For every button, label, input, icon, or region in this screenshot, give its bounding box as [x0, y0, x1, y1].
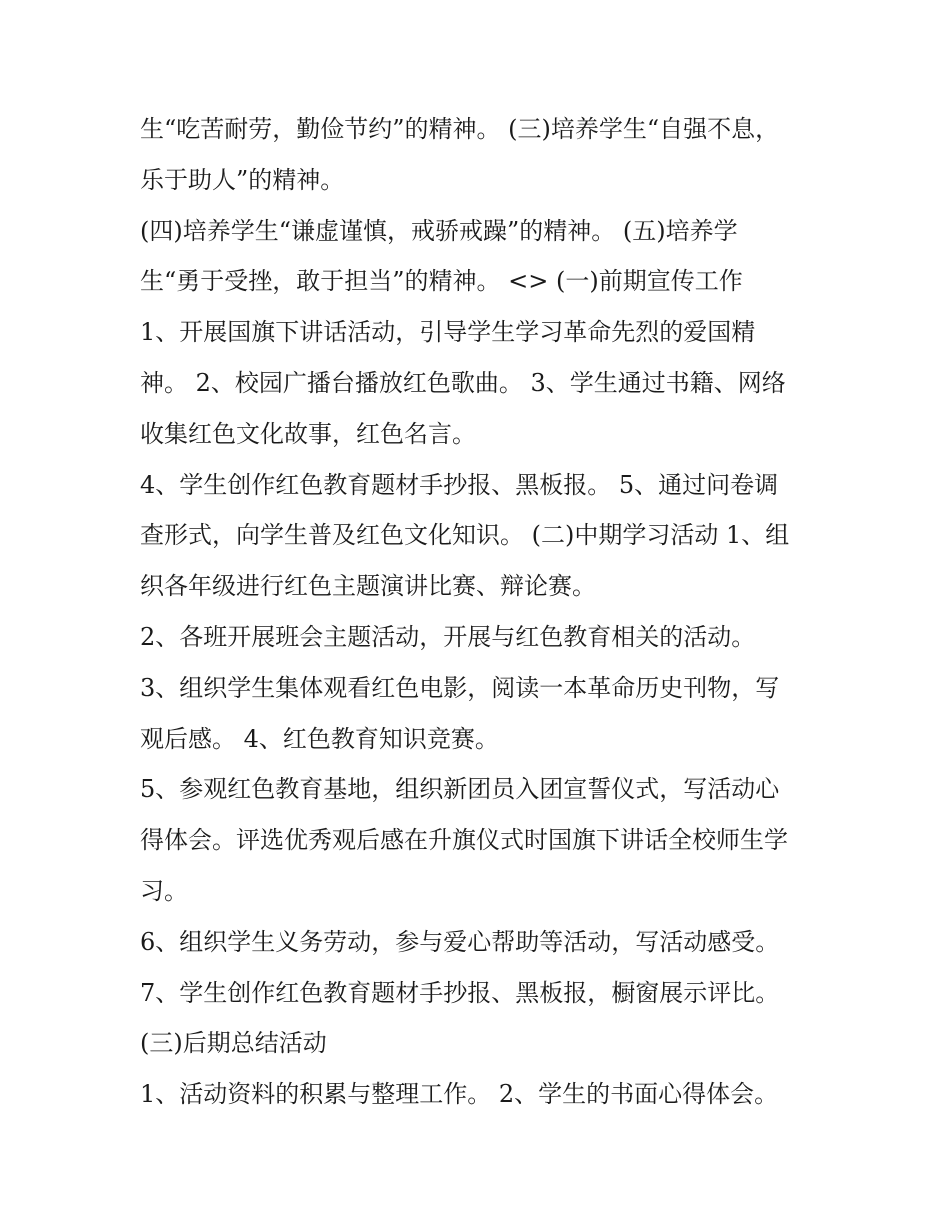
text-line: 5、参观红色教育基地，组织新团员入团宣誓仪式，写活动心: [140, 775, 780, 804]
text-line: 得体会。评选优秀观后感在升旗仪式时国旗下讲话全校师生学: [140, 826, 788, 855]
text-line: 乐于助人”的精神。: [140, 165, 345, 194]
text-line: 习。: [140, 876, 188, 905]
text-line: 织各年级进行红色主题演讲比赛、辩论赛。: [140, 572, 596, 601]
text-line: 2、各班开展班会主题活动，开展与红色教育相关的活动。: [140, 622, 756, 651]
text-line: 4、学生创作红色教育题材手抄报、黑板报。 5、通过问卷调: [140, 470, 779, 499]
text-line: 6、组织学生义务劳动，参与爱心帮助等活动，写活动感受。: [140, 927, 780, 956]
text-line: 收集红色文化故事，红色名言。: [140, 419, 476, 448]
text-line: 查形式，向学生普及红色文化知识。 (二)中期学习活动 1、组: [140, 521, 790, 550]
text-line: (四)培养学生“谦虚谨慎，戒骄戒躁”的精神。 (五)培养学: [140, 216, 738, 245]
text-line: 1、开展国旗下讲话活动，引导学生学习革命先烈的爱国精: [140, 318, 756, 347]
text-line: 生“吃苦耐劳，勤俭节约”的精神。 (三)培养学生“自强不息，: [140, 115, 780, 143]
document-body: [140, 104, 830, 1120]
text-line: 神。 2、校园广播台播放红色歌曲。 3、学生通过书籍、网络: [140, 368, 786, 397]
text-line: 7、学生创作红色教育题材手抄报、黑板报，橱窗展示评比。: [140, 978, 780, 1007]
text-line: 1、活动资料的积累与整理工作。 2、学生的书面心得体会。: [140, 1080, 779, 1109]
text-line: 观后感。 4、红色教育知识竞赛。: [140, 724, 499, 753]
text-line: (三)后期总结活动: [140, 1029, 327, 1058]
text-line: 生“勇于受挫，敢于担当”的精神。 <> (一)前期宣传工作: [140, 267, 743, 296]
text-line: 3、组织学生集体观看红色电影，阅读一本革命历史刊物，写: [140, 673, 780, 702]
